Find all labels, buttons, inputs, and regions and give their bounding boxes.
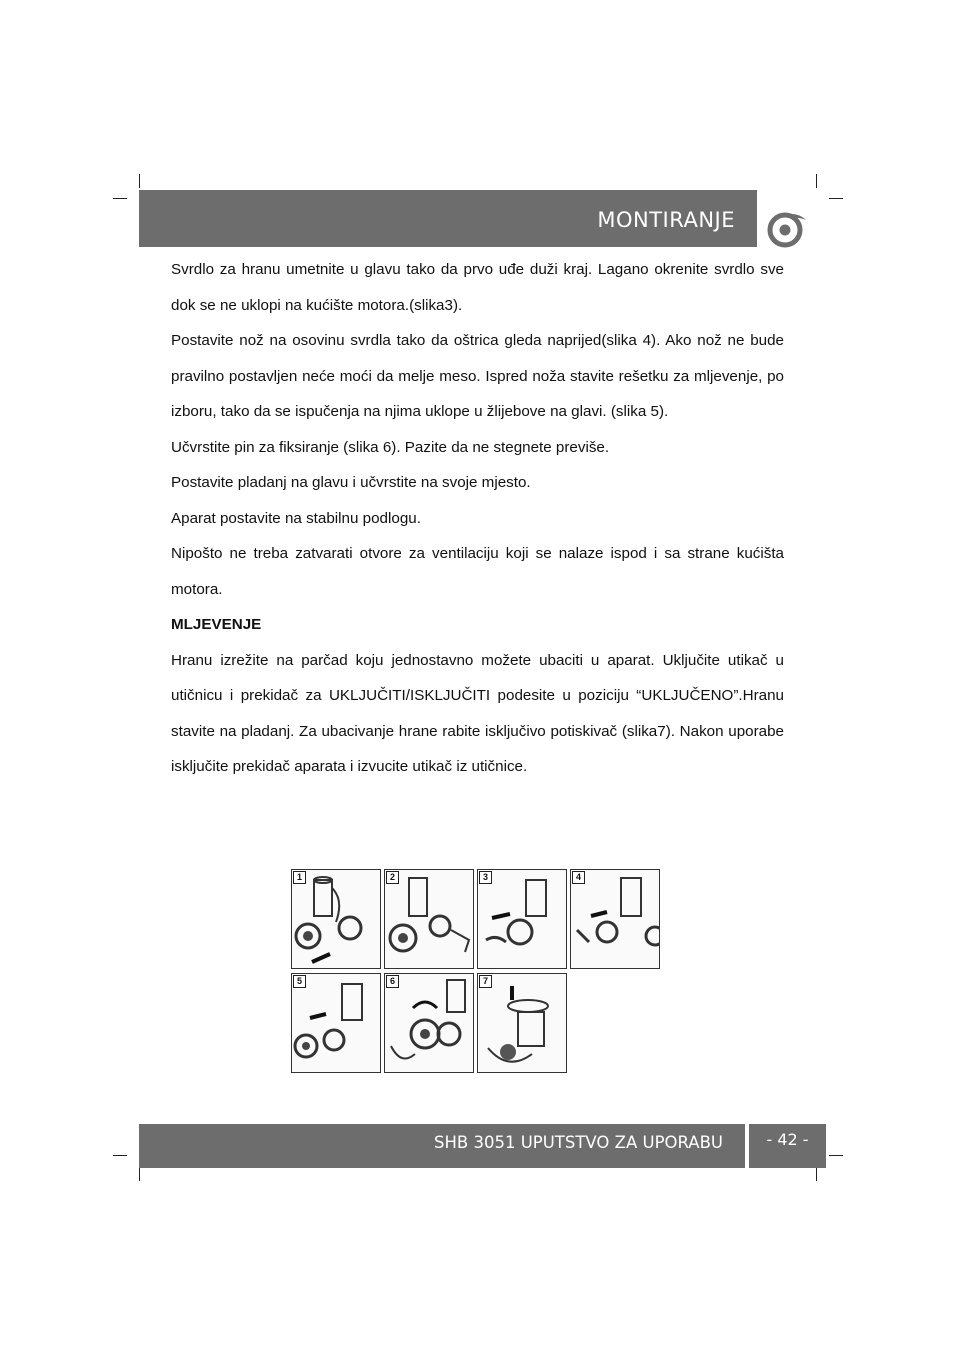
crop-mark (139, 1167, 140, 1181)
brand-logo-icon (766, 208, 808, 250)
meat-grinder-drawing (571, 870, 660, 969)
paragraph: Svrdlo za hranu umetnite u glavu tako da prvo uđe duži kraj. Lagano okrenite svrdlo sve dok se ne uklopi na kućište motora.(slika3). (171, 261, 784, 314)
page-number: - 42 - (766, 1130, 809, 1149)
step-panel (384, 973, 474, 1073)
crop-mark (829, 198, 843, 199)
step-panel (570, 869, 660, 969)
crop-mark (816, 1167, 817, 1181)
section-header-bar (139, 190, 757, 247)
footer-title: SHB 3051 UPUTSTVO ZA UPORABU (434, 1133, 723, 1152)
crop-mark (829, 1155, 843, 1156)
section-heading: MLJEVENJE (171, 616, 262, 633)
paragraph: Postavite pladanj na glavu i učvrstite na svoje mjesto. (171, 474, 531, 491)
step-number: 4 (572, 871, 585, 884)
meat-grinder-drawing (478, 870, 567, 969)
step-number: 5 (293, 975, 306, 988)
step-panel (384, 869, 474, 969)
step-panel (477, 869, 567, 969)
step-number: 3 (479, 871, 492, 884)
crop-mark (139, 174, 140, 188)
step-number: 6 (386, 975, 399, 988)
paragraph: Aparat postavite na stabilnu podlogu. (171, 509, 421, 527)
assembly-illustration (291, 869, 663, 1076)
step-number: 7 (479, 975, 492, 988)
step-panel (291, 973, 381, 1073)
instruction-text (171, 252, 784, 785)
meat-grinder-drawing (478, 974, 567, 1073)
paragraph: Postavite nož na osovinu svrdla tako da oštrica gleda naprijed(slika 4). Ako nož ne bude pravilno postavljen neće moći da melje meso. Ispred noža stavite rešetku za mljevenje, po izboru, tako da se ispučenja na njima uklope u žlijebove na glavi. (slika 5). (171, 332, 784, 420)
step-panel (291, 869, 381, 969)
crop-mark (113, 198, 127, 199)
meat-grinder-drawing (385, 870, 474, 969)
page-number-box (749, 1124, 826, 1168)
meat-grinder-drawing (292, 870, 381, 969)
footer-bar (139, 1124, 745, 1168)
step-number: 1 (293, 871, 306, 884)
meat-grinder-drawing (292, 974, 381, 1073)
paragraph: Učvrstite pin za fiksiranje (slika 6). Pazite da ne stegnete previše. (171, 438, 610, 456)
crop-mark (816, 174, 817, 188)
step-panel (477, 973, 567, 1073)
paragraph: Nipošto ne treba zatvarati otvore za ventilaciju koji se nalaze ispod i sa strane kućišta motora. (171, 545, 784, 598)
section-title: MONTIRANJE (597, 208, 735, 232)
step-number: 2 (386, 871, 399, 884)
meat-grinder-drawing (385, 974, 474, 1073)
crop-mark (113, 1155, 127, 1156)
paragraph: Hranu izrežite na parčad koju jednostavno možete ubaciti u aparat. Uključite utikač u utičnicu i prekidač za UKLJUČITI/ISKLJUČITI podesite u poziciju “UKLJUČENO”.Hranu stavite na pladanj. Za ubacivanje hrane rabite isključivo potiskivač (slika7). Nakon uporabe isključite prekidač aparata i izvucite utikač iz utičnice. (171, 651, 784, 775)
